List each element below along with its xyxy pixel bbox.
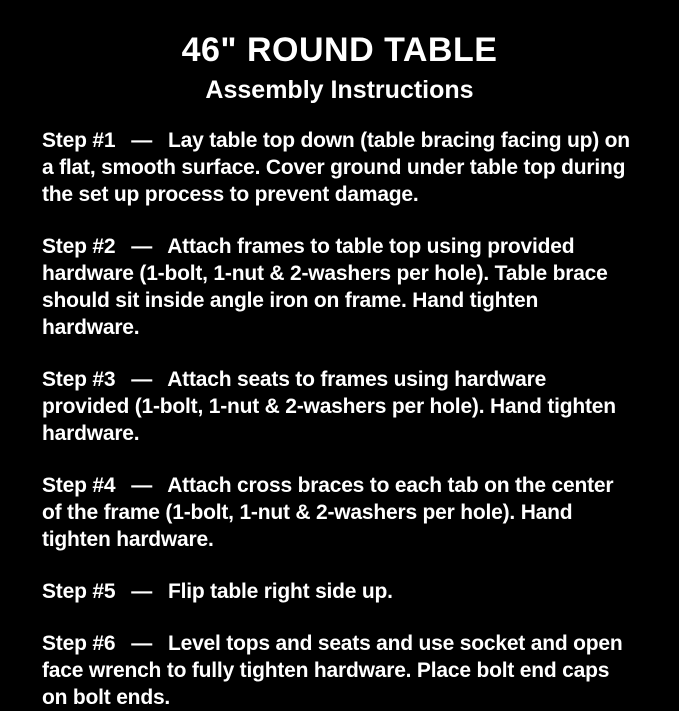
page-subtitle: Assembly Instructions <box>205 75 474 104</box>
step-3: Step #3 — Attach seats to frames using hardware provided (1-bolt, 1-nut & 2-washers per hole). Hand tighten hardware. <box>42 367 616 445</box>
steps-list <box>42 127 637 711</box>
step-6: Step #6 — Level tops and seats and use socket and open face wrench to fully tighten hardware. Place bolt end caps on bolt ends. <box>42 631 623 709</box>
header <box>42 30 637 105</box>
step-1: Step #1 — Lay table top down (table bracing facing up) on a flat, smooth surface. Cover ground under table top during the set up process to prevent damage. <box>42 128 630 206</box>
page-title: 46" ROUND TABLE <box>181 31 498 69</box>
step-4: Step #4 — Attach cross braces to each tab on the center of the frame (1-bolt, 1-nut & 2-washers per hole). Hand tighten hardware. <box>42 473 614 551</box>
step-2: Step #2 — Attach frames to table top using provided hardware (1-bolt, 1-nut & 2-washers per hole). Table brace should sit inside angle iron on frame. Hand tighten hardware. <box>42 234 608 339</box>
step-5: Step #5 — Flip table right side up. <box>42 579 393 603</box>
